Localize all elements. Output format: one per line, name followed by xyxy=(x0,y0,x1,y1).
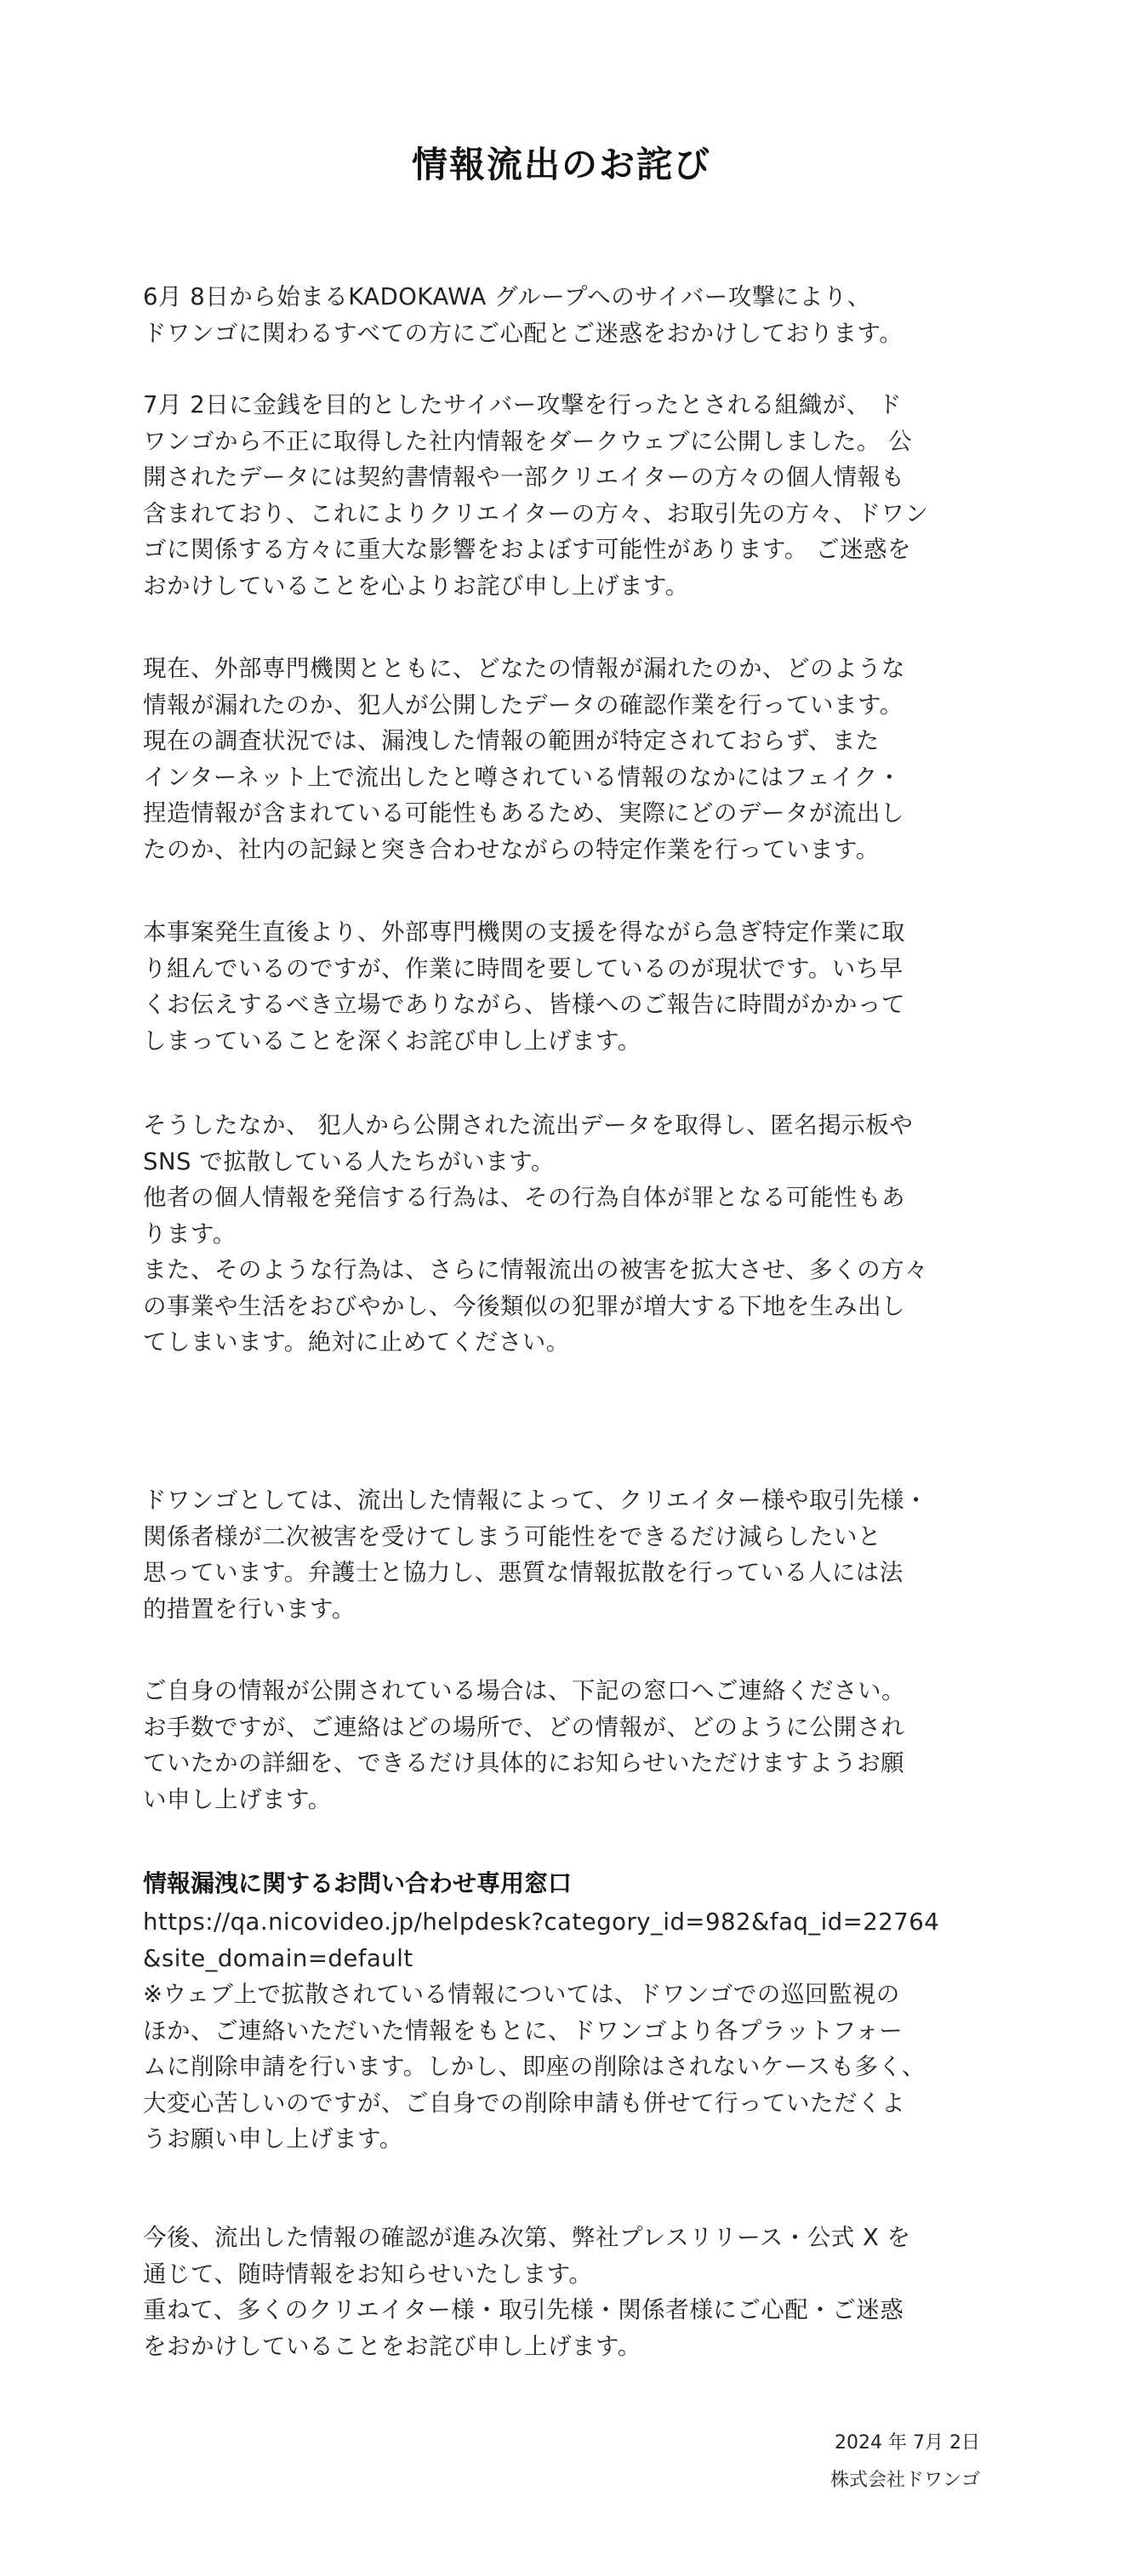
text-line: SNS で拡散している人たちがいます。 xyxy=(143,1147,556,1175)
page-title: 情報流出のお詫び xyxy=(411,144,711,185)
text-line: お手数ですが、ご連絡はどの場所で、どの情報が、どのように公開され xyxy=(143,1713,905,1741)
text-line: しまっていることを深くお詫び申し上げます。 xyxy=(143,1026,641,1055)
text-line: 含まれており、これによりクリエイターの方々、お取引先の方々、ドワン xyxy=(143,499,929,527)
text-line: 6月 8日から始まるKADOKAWA グループへのサイバー攻撃により、 xyxy=(143,283,871,310)
text-line: ※ウェブ上で拡散されている情報については、ドワンゴでの巡回監視の xyxy=(143,1981,900,2008)
text-line: ゴに関係する方々に重大な影響をおよぼす可能性があります。 ご迷惑を xyxy=(143,536,912,563)
text-line: 的措置を行います。 xyxy=(143,1595,356,1623)
paragraph-warning xyxy=(143,1107,985,1361)
paragraph-request xyxy=(143,1673,985,1817)
text-line: 現在、外部専門機関とともに、どなたの情報が漏れたのか、どのような xyxy=(143,655,905,682)
paragraph-progress xyxy=(143,914,985,1059)
text-line: そうしたなか、 犯人から公開された流出データを取得し、匿名掲示板や xyxy=(143,1112,914,1139)
text-line: インターネット上で流出したと噂されている情報のなかにはフェイク・ xyxy=(143,763,902,791)
paragraph-intro xyxy=(143,279,985,351)
text-line: ワンゴから不正に取得した社内情報をダークウェブに公開しました。 公 xyxy=(143,427,913,455)
text-line: 重ねて、多くのクリエイター様・取引先様・関係者様にご心配・ご迷惑 xyxy=(143,2296,904,2323)
paragraph-closing xyxy=(143,2220,985,2364)
text-line: をおかけしていることをお詫び申し上げます。 xyxy=(143,2332,641,2360)
text-line: 関係者様が二次被害を受けてしまう可能性をできるだけ減らしたいと xyxy=(143,1522,881,1550)
text-line: い申し上げます。 xyxy=(143,1785,332,1813)
contact-url-link[interactable]: https://qa.nicovideo.jp/helpdesk?category_id=982&faq_id=22764 xyxy=(143,1908,940,1936)
signature-date: 2024 年 7月 2日 xyxy=(835,2432,980,2454)
text-line: 通じて、随時情報をお知らせいたします。 xyxy=(143,2260,593,2288)
contact-url-link[interactable]: &site_domain=default xyxy=(143,1944,413,1972)
text-line: ドワンゴに関わるすべての方にご心配とご迷惑をおかけしております。 xyxy=(143,319,904,347)
contact-section xyxy=(143,1904,985,2158)
paragraph-legal xyxy=(143,1482,985,1627)
text-line: ります。 xyxy=(143,1220,237,1248)
text-line: 今後、流出した情報の確認が進み次第、弊社プレスリリース・公式 X を xyxy=(143,2224,911,2251)
text-line: 現在の調査状況では、漏洩した情報の範囲が特定されておらず、また xyxy=(143,727,880,754)
text-line: 情報が漏れたのか、犯人が公開したデータの確認作業を行っています。 xyxy=(143,691,904,719)
text-line: てしまいます。絶対に止めてください。 xyxy=(143,1328,570,1356)
text-line: り組んでいるのですが、作業に時間を要しているのが現状です。いち早 xyxy=(143,954,904,982)
text-line: ドワンゴとしては、流出した情報によって、クリエイター様や取引先様・ xyxy=(143,1487,928,1514)
text-line: くお伝えするべき立場でありながら、皆様へのご報告に時間がかかって xyxy=(143,991,905,1018)
text-line: 大変心苦しいのですが、ご自身での削除申請も併せて行っていただくよ xyxy=(143,2089,905,2117)
paragraph-investigation xyxy=(143,651,985,867)
text-line: ていたかの詳細を、できるだけ具体的にお知らせいただけますようお願 xyxy=(143,1749,905,1777)
text-line: 7月 2日に金銭を目的としたサイバー攻撃を行ったとされる組織が、 ド xyxy=(143,391,902,418)
text-line: 捏造情報が含まれている可能性もあるため、実際にどのデータが流出し xyxy=(143,799,904,827)
text-line: うお願い申し上げます。 xyxy=(143,2125,403,2152)
text-line: ムに削除申請を行います。しかし、即座の削除はされないケースも多く、 xyxy=(143,2053,926,2080)
text-line: たのか、社内の記録と突き合わせながらの特定作業を行っています。 xyxy=(143,835,880,863)
contact-heading: 情報漏洩に関するお問い合わせ専用窓口 xyxy=(143,1869,573,1897)
signature-company: 株式会社ドワンゴ xyxy=(829,2470,980,2491)
text-line: おかけしていることを心よりお詫び申し上げます。 xyxy=(143,571,689,600)
text-line: 開されたデータには契約書情報や一部クリエイターの方々の個人情報も xyxy=(143,463,905,491)
text-line: の事業や生活をおびやかし、今後類似の犯罪が増大する下地を生み出し xyxy=(143,1292,905,1320)
text-line: 他者の個人情報を発信する行為は、その行為自体が罪となる可能性もあ xyxy=(143,1184,905,1211)
paragraph-incident xyxy=(143,387,985,604)
text-line: ご自身の情報が公開されている場合は、下記の窓口へご連絡ください。 xyxy=(143,1677,905,1704)
text-line: 本事案発生直後より、外部専門機関の支援を得ながら急ぎ特定作業に取 xyxy=(143,918,905,946)
text-line: 思っています。弁護士と協力し、悪質な情報拡散を行っている人には法 xyxy=(143,1559,904,1586)
text-line: また、そのような行為は、さらに情報流出の被害を拡大させ、多くの方々 xyxy=(143,1256,929,1283)
text-line: ほか、ご連絡いただいた情報をもとに、ドワンゴより各プラットフォー xyxy=(143,2016,904,2044)
